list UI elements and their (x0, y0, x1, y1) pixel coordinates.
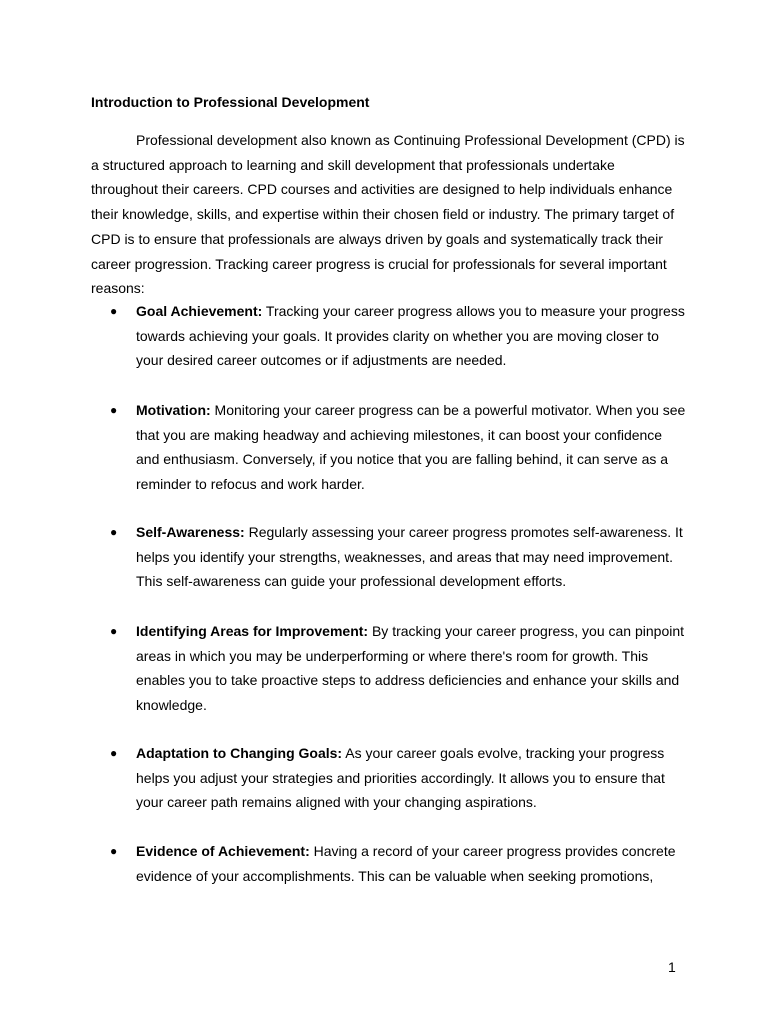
bullet-item-identifying-areas (110, 619, 686, 717)
bullet-term: Evidence of Achievement: (136, 843, 310, 859)
bullet-item-goal-achievement (110, 299, 686, 373)
bullet-text: Having a record of your career progress provides concrete evidence of your accomplishments. This can be valuable when seeking promotions, (136, 843, 676, 884)
bullet-text: Tracking your career progress allows you to measure your progress towards achieving your goals. It provides clarity on whether you are moving closer to your desired career outcomes or if adjustments are needed. (136, 303, 685, 369)
bullet-term: Goal Achievement: (136, 303, 263, 319)
bullet-item-self-awareness (110, 520, 686, 594)
bullet-text: Monitoring your career progress can be a powerful motivator. When you see that you are making headway and achieving milestones, it can boost your confidence and enthusiasm. Conversely, if you notice that you are falling behind, it can serve as a reminder to refocus and work harder. (136, 402, 686, 492)
bullet-term: Motivation: (136, 402, 211, 418)
page-number: 1 (668, 959, 676, 975)
bullet-text: As your career goals evolve, tracking your progress helps you adjust your strategies and priorities accordingly. It allows you to ensure that your career path remains aligned with your changing aspirations. (136, 745, 665, 811)
page-title: Introduction to Professional Development (91, 94, 370, 110)
bullet-icon: ● (110, 746, 118, 760)
bullet-term: Identifying Areas for Improvement: (136, 623, 369, 639)
bullet-text: Regularly assessing your career progress promotes self-awareness. It helps you identify your strengths, weaknesses, and areas that may need improvement. This self-awareness can guide your professional development efforts. (136, 524, 683, 590)
bullet-item-motivation (110, 398, 686, 496)
bullet-term: Adaptation to Changing Goals: (136, 745, 343, 761)
bullet-item-evidence (110, 839, 686, 888)
bullet-icon: ● (110, 525, 118, 539)
bullet-item-adaptation (110, 741, 686, 815)
bullet-icon: ● (110, 624, 118, 638)
bullet-icon: ● (110, 844, 118, 858)
bullet-icon: ● (110, 403, 118, 417)
bullet-term: Self-Awareness: (136, 524, 245, 540)
intro-paragraph: Professional development also known as Continuing Professional Development (CPD) is a structured approach to learning and skill development that professionals undertake throughout their careers. CPD courses and activities are designed to help individuals enhance their knowledge, skills, and expertise within their chosen field or industry. The primary target of CPD is to ensure that professionals are always driven by goals and systematically track their career progression. Tracking career progress is crucial for professionals for several important reasons: (91, 132, 685, 297)
bullet-icon: ● (110, 304, 118, 318)
bullet-text: By tracking your career progress, you can pinpoint areas in which you may be underperforming or where there's room for growth. This enables you to take proactive steps to address deficiencies and enhance your skills and knowledge. (136, 623, 685, 713)
